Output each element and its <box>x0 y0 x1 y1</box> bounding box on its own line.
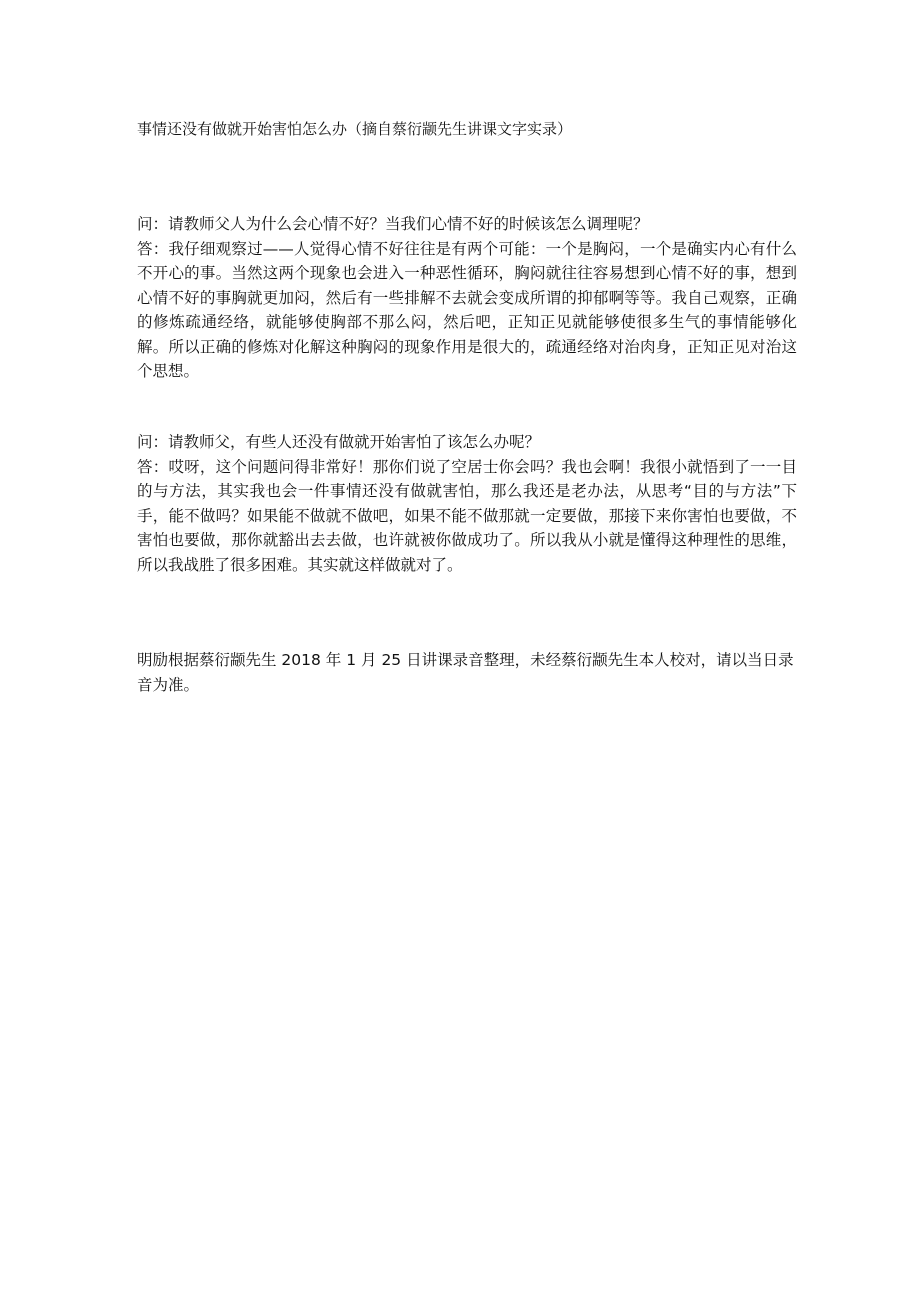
question-text: 问：请教师父人为什么会心情不好？当我们心情不好的时候该怎么调理呢？ <box>137 215 649 233</box>
answer-text: 答：我仔细观察过——人觉得心情不好往往是有两个可能：一个是胸闷，一个是确实内心有什么不开心的事。当然这两个现象也会进入一种恶性循环，胸闷就往往容易想到心情不好的事，想到心情不好的事胸就更加闷，然后有一些排解不去就会变成所谓的抑郁啊等等。我自己观察，正确的修炼疏通经络，就能够使胸部不那么闷，然后吧，正知正见就能够使很多生气的事情能够化解。所以正确的修炼对化解这种胸闷的现象作用是很大的，疏通经络对治肉身，正知正见对治这个思想。 <box>137 239 797 380</box>
answer-text: 答：哎呀，这个问题问得非常好！那你们说了空居士你会吗？我也会啊！我很小就悟到了一一目的与方法，其实我也会一件事情还没有做就害怕，那么我还是老办法，从思考“目的与方法”下手，能不做吗？如果能不做就不做吧，如果不能不做那就一定要做，那接下来你害怕也要做，不害怕也要做，那你就豁出去去做，也许就被你做成功了。所以我从小就是懂得这种理性的思维，所以我战胜了很多困难。其实就这样做就对了。 <box>137 457 797 574</box>
source-note: 明励根据蔡衍颛先生 2018 年 1 月 25 日讲课录音整理，未经蔡衍颛先生本人校对，请以当日录音为准。 <box>137 651 794 694</box>
document-title: 事情还没有做就开始害怕怎么办（摘自蔡衍颛先生讲课文字实录） <box>137 120 573 138</box>
question-text: 问：请教师父，有些人还没有做就开始害怕了该怎么办呢？ <box>137 433 541 451</box>
qa-section-1 <box>137 212 797 384</box>
qa-section-2 <box>137 430 797 577</box>
